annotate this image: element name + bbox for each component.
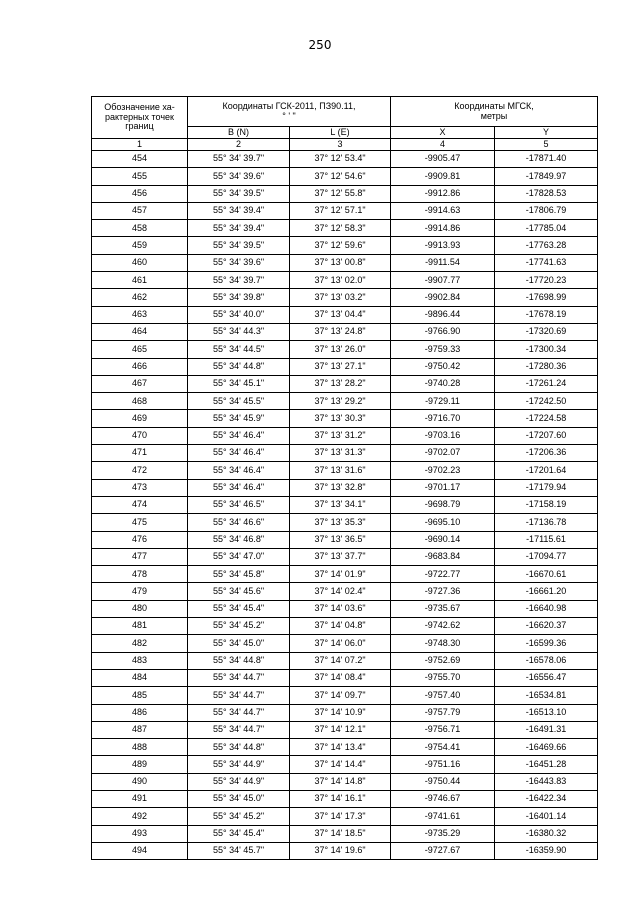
- header-gsk-group: [188, 97, 391, 127]
- table-row: [92, 548, 598, 565]
- cell-coord-x: -9755.70: [391, 669, 495, 686]
- cell-longitude-l: 37° 14' 09.7": [290, 687, 391, 704]
- cell-coord-y: -17871.40: [495, 151, 598, 168]
- table-row: [92, 704, 598, 721]
- cell-latitude-b: 55° 34' 46.4": [188, 445, 290, 462]
- cell-longitude-l: 37° 13' 29.2": [290, 393, 391, 410]
- cell-point-id: 486: [92, 704, 188, 721]
- table-row: [92, 272, 598, 289]
- cell-coord-x: -9702.07: [391, 445, 495, 462]
- cell-latitude-b: 55° 34' 45.9": [188, 410, 290, 427]
- cell-longitude-l: 37° 12' 59.6": [290, 237, 391, 254]
- header-gsk-title: Координаты ГСК-2011, ПЗ90.11,: [222, 101, 356, 112]
- cell-coord-x: -9748.30: [391, 635, 495, 652]
- table-row: [92, 151, 598, 168]
- cell-point-id: 467: [92, 375, 188, 392]
- cell-coord-x: -9742.62: [391, 618, 495, 635]
- cell-coord-y: -16534.81: [495, 687, 598, 704]
- cell-coord-y: -16599.36: [495, 635, 598, 652]
- cell-point-id: 473: [92, 479, 188, 496]
- table-row: [92, 479, 598, 496]
- cell-longitude-l: 37° 14' 06.0": [290, 635, 391, 652]
- cell-point-id: 461: [92, 272, 188, 289]
- cell-coord-x: -9757.79: [391, 704, 495, 721]
- cell-longitude-l: 37° 13' 00.8": [290, 254, 391, 271]
- table-row: [92, 358, 598, 375]
- cell-coord-x: -9702.23: [391, 462, 495, 479]
- cell-point-id: 487: [92, 721, 188, 738]
- cell-latitude-b: 55° 34' 40.0": [188, 306, 290, 323]
- header-mgsk-title: Координаты МГСК,: [454, 101, 534, 112]
- cell-coord-x: -9683.84: [391, 548, 495, 565]
- cell-coord-x: -9913.93: [391, 237, 495, 254]
- header-mgsk-units: метры: [480, 110, 508, 121]
- cell-coord-y: -17115.61: [495, 531, 598, 548]
- cell-latitude-b: 55° 34' 44.8": [188, 652, 290, 669]
- header-num-5: 5: [495, 139, 598, 151]
- header-row-numbers: [92, 139, 598, 151]
- table-row: [92, 306, 598, 323]
- cell-point-id: 481: [92, 618, 188, 635]
- cell-point-id: 457: [92, 202, 188, 219]
- header-num-1: 1: [92, 139, 188, 151]
- cell-coord-y: -17300.34: [495, 341, 598, 358]
- cell-longitude-l: 37° 13' 31.2": [290, 427, 391, 444]
- table-row: [92, 168, 598, 185]
- cell-point-id: 460: [92, 254, 188, 271]
- cell-latitude-b: 55° 34' 44.9": [188, 756, 290, 773]
- cell-coord-x: -9701.17: [391, 479, 495, 496]
- table-row: [92, 756, 598, 773]
- cell-longitude-l: 37° 14' 19.6": [290, 842, 391, 859]
- cell-coord-y: -17280.36: [495, 358, 598, 375]
- cell-coord-y: -16640.98: [495, 600, 598, 617]
- cell-coord-x: -9754.41: [391, 739, 495, 756]
- cell-point-id: 462: [92, 289, 188, 306]
- cell-longitude-l: 37° 13' 24.8": [290, 323, 391, 340]
- header-col-b: B (N): [188, 127, 290, 139]
- cell-coord-y: -17158.19: [495, 496, 598, 513]
- cell-coord-y: -16443.83: [495, 773, 598, 790]
- table-row: [92, 583, 598, 600]
- cell-coord-y: -17806.79: [495, 202, 598, 219]
- cell-coord-x: -9902.84: [391, 289, 495, 306]
- table-row: [92, 825, 598, 842]
- cell-coord-x: -9741.61: [391, 808, 495, 825]
- cell-coord-y: -16578.06: [495, 652, 598, 669]
- cell-coord-x: -9729.11: [391, 393, 495, 410]
- cell-point-id: 483: [92, 652, 188, 669]
- cell-coord-x: -9751.16: [391, 756, 495, 773]
- cell-coord-y: -16670.61: [495, 566, 598, 583]
- table-header: [92, 97, 598, 151]
- cell-latitude-b: 55° 34' 44.7": [188, 721, 290, 738]
- cell-coord-x: -9735.67: [391, 600, 495, 617]
- cell-point-id: 465: [92, 341, 188, 358]
- cell-point-id: 472: [92, 462, 188, 479]
- cell-longitude-l: 37° 12' 55.8": [290, 185, 391, 202]
- header-num-3: 3: [290, 139, 391, 151]
- cell-point-id: 463: [92, 306, 188, 323]
- cell-point-id: 475: [92, 514, 188, 531]
- cell-coord-x: -9750.44: [391, 773, 495, 790]
- cell-coord-x: -9727.67: [391, 842, 495, 859]
- table-row: [92, 323, 598, 340]
- cell-longitude-l: 37° 14' 13.4": [290, 739, 391, 756]
- table-row: [92, 566, 598, 583]
- cell-point-id: 494: [92, 842, 188, 859]
- table-row: [92, 790, 598, 807]
- cell-coord-x: -9756.71: [391, 721, 495, 738]
- header-mgsk-group: [391, 97, 598, 127]
- cell-latitude-b: 55° 34' 45.7": [188, 842, 290, 859]
- cell-latitude-b: 55° 34' 44.7": [188, 669, 290, 686]
- cell-coord-x: -9727.36: [391, 583, 495, 600]
- cell-latitude-b: 55° 34' 44.3": [188, 323, 290, 340]
- table-row: [92, 669, 598, 686]
- cell-coord-y: -16451.28: [495, 756, 598, 773]
- cell-latitude-b: 55° 34' 39.6": [188, 254, 290, 271]
- cell-point-id: 469: [92, 410, 188, 427]
- table-row: [92, 687, 598, 704]
- cell-longitude-l: 37° 13' 02.0": [290, 272, 391, 289]
- cell-point-id: 456: [92, 185, 188, 202]
- cell-longitude-l: 37° 14' 02.4": [290, 583, 391, 600]
- table-row: [92, 254, 598, 271]
- table-row: [92, 185, 598, 202]
- cell-coord-x: -9905.47: [391, 151, 495, 168]
- cell-coord-x: -9695.10: [391, 514, 495, 531]
- cell-point-id: 476: [92, 531, 188, 548]
- cell-point-id: 493: [92, 825, 188, 842]
- cell-latitude-b: 55° 34' 39.5": [188, 237, 290, 254]
- table-row: [92, 496, 598, 513]
- table-row: [92, 773, 598, 790]
- cell-longitude-l: 37° 14' 04.8": [290, 618, 391, 635]
- cell-latitude-b: 55° 34' 46.6": [188, 514, 290, 531]
- cell-coord-x: -9914.86: [391, 220, 495, 237]
- cell-coord-y: -17698.99: [495, 289, 598, 306]
- header-designation: Обозначение ха-рактерных точек границ: [92, 97, 188, 139]
- cell-coord-y: -16380.32: [495, 825, 598, 842]
- cell-coord-y: -17179.94: [495, 479, 598, 496]
- cell-point-id: 466: [92, 358, 188, 375]
- cell-longitude-l: 37° 14' 16.1": [290, 790, 391, 807]
- cell-longitude-l: 37° 12' 54.6": [290, 168, 391, 185]
- cell-coord-y: -17828.53: [495, 185, 598, 202]
- cell-latitude-b: 55° 34' 46.4": [188, 479, 290, 496]
- cell-longitude-l: 37° 14' 17.3": [290, 808, 391, 825]
- cell-coord-y: -17785.04: [495, 220, 598, 237]
- cell-point-id: 458: [92, 220, 188, 237]
- table-row: [92, 237, 598, 254]
- cell-latitude-b: 55° 34' 45.4": [188, 600, 290, 617]
- cell-longitude-l: 37° 14' 14.8": [290, 773, 391, 790]
- cell-latitude-b: 55° 34' 39.6": [188, 168, 290, 185]
- cell-point-id: 480: [92, 600, 188, 617]
- header-col-x: X: [391, 127, 495, 139]
- cell-longitude-l: 37° 13' 36.5": [290, 531, 391, 548]
- header-row-groups: [92, 97, 598, 127]
- cell-point-id: 468: [92, 393, 188, 410]
- cell-latitude-b: 55° 34' 45.2": [188, 808, 290, 825]
- cell-point-id: 470: [92, 427, 188, 444]
- cell-latitude-b: 55° 34' 46.4": [188, 462, 290, 479]
- cell-point-id: 488: [92, 739, 188, 756]
- cell-point-id: 492: [92, 808, 188, 825]
- table-row: [92, 652, 598, 669]
- header-num-4: 4: [391, 139, 495, 151]
- cell-point-id: 490: [92, 773, 188, 790]
- table-row: [92, 808, 598, 825]
- cell-coord-y: -16620.37: [495, 618, 598, 635]
- cell-coord-y: -17261.24: [495, 375, 598, 392]
- cell-latitude-b: 55° 34' 45.0": [188, 635, 290, 652]
- cell-longitude-l: 37° 14' 03.6": [290, 600, 391, 617]
- table-row: [92, 531, 598, 548]
- table-row: [92, 462, 598, 479]
- cell-coord-x: -9766.90: [391, 323, 495, 340]
- cell-latitude-b: 55° 34' 39.7": [188, 272, 290, 289]
- header-num-2: 2: [188, 139, 290, 151]
- cell-latitude-b: 55° 34' 46.5": [188, 496, 290, 513]
- cell-coord-x: -9752.69: [391, 652, 495, 669]
- cell-latitude-b: 55° 34' 39.4": [188, 202, 290, 219]
- cell-coord-x: -9690.14: [391, 531, 495, 548]
- cell-latitude-b: 55° 34' 39.8": [188, 289, 290, 306]
- cell-longitude-l: 37° 13' 31.3": [290, 445, 391, 462]
- cell-coord-y: -16491.31: [495, 721, 598, 738]
- cell-coord-x: -9911.54: [391, 254, 495, 271]
- cell-longitude-l: 37° 13' 31.6": [290, 462, 391, 479]
- cell-coord-y: -16359.90: [495, 842, 598, 859]
- cell-point-id: 482: [92, 635, 188, 652]
- table-row: [92, 375, 598, 392]
- cell-longitude-l: 37° 13' 34.1": [290, 496, 391, 513]
- cell-point-id: 489: [92, 756, 188, 773]
- cell-coord-x: -9703.16: [391, 427, 495, 444]
- cell-latitude-b: 55° 34' 39.5": [188, 185, 290, 202]
- table-row: [92, 427, 598, 444]
- cell-coord-x: -9907.77: [391, 272, 495, 289]
- cell-point-id: 454: [92, 151, 188, 168]
- cell-coord-x: -9759.33: [391, 341, 495, 358]
- cell-latitude-b: 55° 34' 44.7": [188, 704, 290, 721]
- table-row: [92, 289, 598, 306]
- cell-longitude-l: 37° 13' 26.0": [290, 341, 391, 358]
- header-gsk-units: ° ' ": [282, 110, 296, 121]
- cell-longitude-l: 37° 12' 58.3": [290, 220, 391, 237]
- cell-point-id: 464: [92, 323, 188, 340]
- cell-point-id: 471: [92, 445, 188, 462]
- cell-coord-y: -17207.60: [495, 427, 598, 444]
- cell-longitude-l: 37° 14' 01.9": [290, 566, 391, 583]
- cell-coord-y: -17224.58: [495, 410, 598, 427]
- cell-latitude-b: 55° 34' 44.8": [188, 358, 290, 375]
- cell-longitude-l: 37° 14' 12.1": [290, 721, 391, 738]
- table-row: [92, 393, 598, 410]
- cell-coord-x: -9757.40: [391, 687, 495, 704]
- table-body: [92, 151, 598, 860]
- cell-coord-y: -17320.69: [495, 323, 598, 340]
- cell-longitude-l: 37° 13' 32.8": [290, 479, 391, 496]
- table-row: [92, 618, 598, 635]
- cell-longitude-l: 37° 13' 04.4": [290, 306, 391, 323]
- cell-longitude-l: 37° 13' 03.2": [290, 289, 391, 306]
- cell-latitude-b: 55° 34' 45.4": [188, 825, 290, 842]
- header-col-l: L (E): [290, 127, 391, 139]
- cell-latitude-b: 55° 34' 46.4": [188, 427, 290, 444]
- cell-coord-y: -17849.97: [495, 168, 598, 185]
- cell-latitude-b: 55° 34' 44.8": [188, 739, 290, 756]
- table-row: [92, 410, 598, 427]
- cell-point-id: 459: [92, 237, 188, 254]
- table-row: [92, 341, 598, 358]
- cell-coord-x: -9746.67: [391, 790, 495, 807]
- cell-longitude-l: 37° 12' 57.1": [290, 202, 391, 219]
- table-row: [92, 445, 598, 462]
- cell-latitude-b: 55° 34' 45.6": [188, 583, 290, 600]
- cell-latitude-b: 55° 34' 45.5": [188, 393, 290, 410]
- cell-coord-y: -16401.14: [495, 808, 598, 825]
- cell-longitude-l: 37° 14' 08.4": [290, 669, 391, 686]
- coordinates-table: [91, 96, 598, 860]
- cell-coord-y: -16422.34: [495, 790, 598, 807]
- cell-coord-y: -17763.28: [495, 237, 598, 254]
- table-row: [92, 220, 598, 237]
- table-row: [92, 514, 598, 531]
- cell-longitude-l: 37° 14' 18.5": [290, 825, 391, 842]
- table-row: [92, 202, 598, 219]
- cell-latitude-b: 55° 34' 39.7": [188, 151, 290, 168]
- cell-longitude-l: 37° 13' 27.1": [290, 358, 391, 375]
- cell-point-id: 485: [92, 687, 188, 704]
- cell-longitude-l: 37° 12' 53.4": [290, 151, 391, 168]
- cell-coord-x: -9735.29: [391, 825, 495, 842]
- cell-coord-y: -17678.19: [495, 306, 598, 323]
- cell-longitude-l: 37° 13' 30.3": [290, 410, 391, 427]
- cell-coord-x: -9750.42: [391, 358, 495, 375]
- cell-coord-y: -17206.36: [495, 445, 598, 462]
- cell-latitude-b: 55° 34' 44.9": [188, 773, 290, 790]
- cell-point-id: 479: [92, 583, 188, 600]
- table-row: [92, 600, 598, 617]
- cell-point-id: 491: [92, 790, 188, 807]
- table-row: [92, 739, 598, 756]
- cell-latitude-b: 55° 34' 39.4": [188, 220, 290, 237]
- page-number: 250: [308, 38, 332, 52]
- table-row: [92, 635, 598, 652]
- cell-point-id: 477: [92, 548, 188, 565]
- cell-coord-x: -9914.63: [391, 202, 495, 219]
- cell-coord-x: -9698.79: [391, 496, 495, 513]
- cell-latitude-b: 55° 34' 44.5": [188, 341, 290, 358]
- cell-coord-y: -17201.64: [495, 462, 598, 479]
- cell-longitude-l: 37° 14' 07.2": [290, 652, 391, 669]
- cell-coord-y: -17720.23: [495, 272, 598, 289]
- cell-coord-y: -16556.47: [495, 669, 598, 686]
- cell-longitude-l: 37° 14' 14.4": [290, 756, 391, 773]
- cell-latitude-b: 55° 34' 45.8": [188, 566, 290, 583]
- cell-coord-y: -16469.66: [495, 739, 598, 756]
- cell-latitude-b: 55° 34' 46.8": [188, 531, 290, 548]
- cell-point-id: 484: [92, 669, 188, 686]
- cell-coord-y: -17741.63: [495, 254, 598, 271]
- table-row: [92, 721, 598, 738]
- cell-longitude-l: 37° 13' 35.3": [290, 514, 391, 531]
- cell-latitude-b: 55° 34' 47.0": [188, 548, 290, 565]
- cell-coord-x: -9722.77: [391, 566, 495, 583]
- cell-latitude-b: 55° 34' 45.0": [188, 790, 290, 807]
- cell-coord-y: -16661.20: [495, 583, 598, 600]
- cell-latitude-b: 55° 34' 44.7": [188, 687, 290, 704]
- cell-coord-y: -17136.78: [495, 514, 598, 531]
- cell-latitude-b: 55° 34' 45.2": [188, 618, 290, 635]
- cell-coord-y: -17094.77: [495, 548, 598, 565]
- cell-longitude-l: 37° 13' 28.2": [290, 375, 391, 392]
- cell-coord-y: -17242.50: [495, 393, 598, 410]
- cell-coord-x: -9909.81: [391, 168, 495, 185]
- cell-point-id: 455: [92, 168, 188, 185]
- cell-coord-x: -9912.86: [391, 185, 495, 202]
- header-col-y: Y: [495, 127, 598, 139]
- cell-coord-x: -9716.70: [391, 410, 495, 427]
- table-row: [92, 842, 598, 859]
- cell-longitude-l: 37° 14' 10.9": [290, 704, 391, 721]
- cell-point-id: 478: [92, 566, 188, 583]
- cell-coord-x: -9740.28: [391, 375, 495, 392]
- cell-latitude-b: 55° 34' 45.1": [188, 375, 290, 392]
- cell-coord-x: -9896.44: [391, 306, 495, 323]
- cell-coord-y: -16513.10: [495, 704, 598, 721]
- cell-longitude-l: 37° 13' 37.7": [290, 548, 391, 565]
- cell-point-id: 474: [92, 496, 188, 513]
